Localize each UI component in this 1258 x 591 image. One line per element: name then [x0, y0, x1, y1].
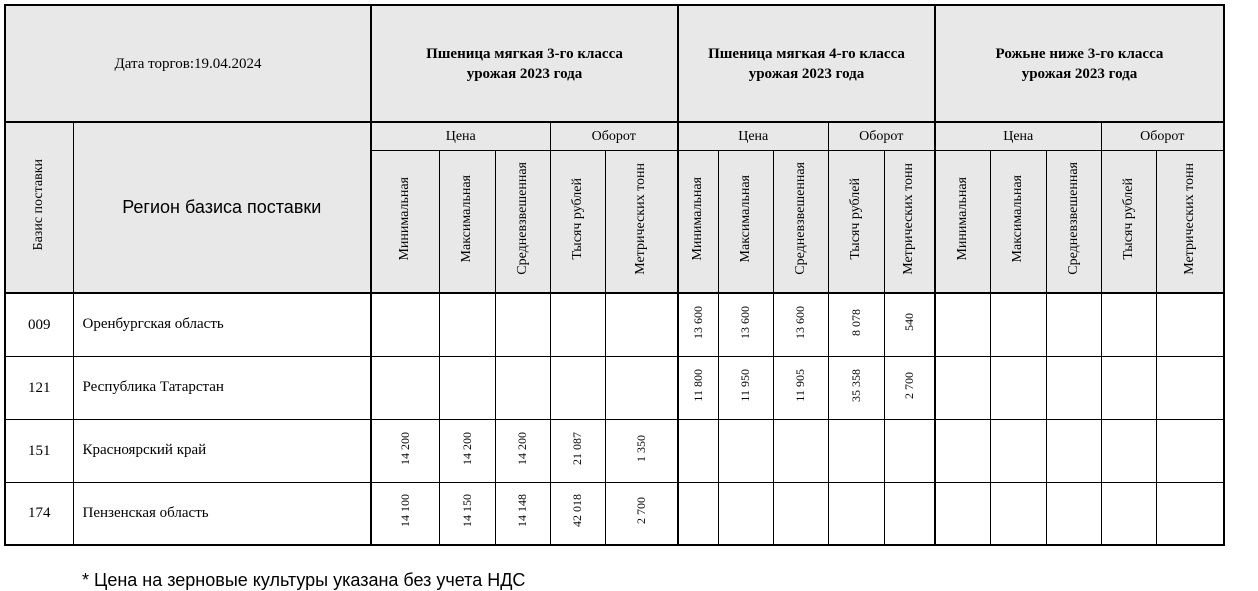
col-head-max-label: Максимальная: [737, 175, 753, 263]
col-head-min: [371, 150, 439, 293]
value-cell: [718, 419, 773, 482]
region-name: Республика Татарстан: [82, 379, 224, 395]
col-head-avg-label: Средневзвешенная: [1065, 162, 1081, 276]
product-2-name: Пшеница мягкая 4-го класса: [708, 45, 905, 62]
value-cell: [605, 482, 678, 545]
col-head-min: [935, 150, 990, 293]
col-head-max: [718, 150, 773, 293]
basis-code-cell: [5, 293, 73, 356]
value-cell: [1046, 356, 1101, 419]
value-cell: [371, 419, 439, 482]
value-cell: [935, 293, 990, 356]
col-head-min: [678, 150, 718, 293]
turnover-group-2-label: Оборот: [859, 129, 904, 145]
col-head-avg: [1046, 150, 1101, 293]
price-group-2-label: Цена: [738, 129, 769, 145]
turnover-group-1-label: Оборот: [591, 129, 636, 145]
value-cell: [495, 356, 550, 419]
trade-date: Дата торгов:19.04.2024: [114, 55, 262, 72]
table-row: [5, 293, 1224, 356]
region-name: Пензенская область: [82, 504, 209, 521]
value-cell: [678, 293, 718, 356]
value-cell: [1156, 482, 1224, 545]
p2-rub-value: 8 078: [848, 308, 863, 336]
p2-max-value: 13 600: [738, 305, 752, 339]
p1-ton-value: 2 700: [633, 497, 648, 525]
value-cell: [550, 293, 605, 356]
value-cell: [1156, 356, 1224, 419]
col-head-rub: [828, 150, 884, 293]
product-3-harvest: урожая 2023 года: [1021, 65, 1138, 82]
col-head-avg: [495, 150, 550, 293]
value-cell: [678, 419, 718, 482]
turnover-group-1: [550, 122, 678, 150]
value-cell: [884, 419, 935, 482]
value-cell: [678, 356, 718, 419]
region-cell: [73, 482, 371, 545]
p2-avg-value: 11 905: [793, 368, 807, 402]
col-head-ton: [1156, 150, 1224, 293]
value-cell: [884, 482, 935, 545]
value-cell: [828, 419, 884, 482]
basis-header: [5, 122, 73, 293]
value-cell: [371, 482, 439, 545]
product-3-name: Рожьне ниже 3-го класса: [995, 45, 1164, 62]
basis-code-cell: [5, 356, 73, 419]
basis-code-cell: [5, 482, 73, 545]
value-cell: [935, 356, 990, 419]
table-row: [5, 482, 1224, 545]
p2-ton-value: 2 700: [901, 371, 916, 399]
col-head-max-label: Максимальная: [459, 175, 474, 263]
value-cell: [990, 356, 1046, 419]
p2-min-value: 13 600: [690, 305, 705, 339]
price-group-2: [678, 122, 828, 150]
turnover-group-2: [828, 122, 935, 150]
value-cell: [828, 356, 884, 419]
p1-rub-value: 42 018: [570, 494, 584, 528]
trade-date-cell: [5, 5, 371, 122]
product-header-3: [935, 5, 1224, 122]
value-cell: [884, 356, 935, 419]
value-cell: [990, 419, 1046, 482]
product-header-1: [371, 5, 678, 122]
region-cell: [73, 356, 371, 419]
trading-results-table: [4, 4, 1225, 546]
value-cell: [828, 293, 884, 356]
col-head-ton: [884, 150, 935, 293]
value-cell: [439, 356, 495, 419]
value-cell: [605, 293, 678, 356]
p1-avg-value: 14 148: [515, 494, 529, 528]
col-head-ton-label: Метрических тонн: [901, 162, 917, 275]
region-cell: [73, 293, 371, 356]
p1-max-value: 14 150: [459, 494, 474, 528]
col-head-rub-label: Тысяч рублей: [569, 177, 585, 260]
p1-rub-value: 21 087: [570, 431, 584, 465]
value-cell: [605, 356, 678, 419]
value-cell: [990, 293, 1046, 356]
value-cell: [550, 482, 605, 545]
col-head-min-label: Минимальная: [690, 176, 706, 261]
value-cell: [1101, 419, 1156, 482]
value-cell: [1046, 482, 1101, 545]
value-cell: [935, 419, 990, 482]
value-cell: [439, 482, 495, 545]
value-cell: [1046, 419, 1101, 482]
region-name: Красноярский край: [82, 442, 207, 458]
value-cell: [718, 293, 773, 356]
p1-ton-value: 1 350: [633, 434, 648, 462]
col-head-ton: [605, 150, 678, 293]
region-header-label: Регион базиса поставки: [122, 197, 322, 217]
product-1-name: Пшеница мягкая 3-го класса: [426, 45, 623, 62]
col-head-max-label: Максимальная: [1010, 175, 1025, 263]
value-cell: [550, 419, 605, 482]
p2-min-value: 11 800: [690, 368, 705, 402]
value-cell: [1101, 482, 1156, 545]
value-cell: [773, 419, 828, 482]
p1-min-value: 14 100: [397, 494, 412, 528]
product-1-harvest: урожая 2023 года: [466, 65, 583, 82]
p1-max-value: 14 200: [459, 431, 474, 465]
basis-code: 174: [28, 505, 51, 522]
turnover-group-3: [1101, 122, 1224, 150]
value-cell: [935, 482, 990, 545]
value-cell: [439, 419, 495, 482]
basis-code: 121: [28, 379, 51, 396]
col-head-avg-label: Средневзвешенная: [792, 162, 808, 276]
value-cell: [678, 482, 718, 545]
value-cell: [718, 356, 773, 419]
value-cell: [773, 356, 828, 419]
value-cell: [773, 482, 828, 545]
value-cell: [1101, 356, 1156, 419]
col-head-ton-label: Метрических тонн: [1181, 162, 1197, 275]
col-head-max: [439, 150, 495, 293]
turnover-group-3-label: Оборот: [1140, 129, 1185, 145]
value-cell: [495, 419, 550, 482]
p1-min-value: 14 200: [397, 431, 412, 465]
col-head-avg: [773, 150, 828, 293]
region-cell: [73, 419, 371, 482]
p1-avg-value: 14 200: [515, 431, 529, 465]
value-cell: [1046, 293, 1101, 356]
value-cell: [1156, 419, 1224, 482]
value-cell: [1156, 293, 1224, 356]
table-row: [5, 356, 1224, 419]
value-cell: [990, 482, 1046, 545]
value-cell: [495, 293, 550, 356]
value-cell: [828, 482, 884, 545]
value-cell: [439, 293, 495, 356]
vat-footnote: * Цена на зерновые культуры указана без учета НДС: [82, 570, 526, 590]
price-group-3: [935, 122, 1101, 150]
p2-ton-value: 540: [901, 313, 916, 332]
value-cell: [1101, 293, 1156, 356]
table-row: [5, 419, 1224, 482]
basis-code: 009: [28, 316, 51, 333]
col-head-max: [990, 150, 1046, 293]
value-cell: [605, 419, 678, 482]
col-head-ton-label: Метрических тонн: [633, 162, 649, 275]
p2-rub-value: 35 358: [848, 368, 863, 402]
col-head-rub-label: Тысяч рублей: [1120, 177, 1136, 260]
product-2-harvest: урожая 2023 года: [748, 65, 865, 82]
col-head-rub: [550, 150, 605, 293]
value-cell: [495, 482, 550, 545]
price-group-1-label: Цена: [445, 129, 476, 145]
p2-max-value: 11 950: [738, 368, 752, 402]
value-cell: [371, 356, 439, 419]
value-cell: [371, 293, 439, 356]
value-cell: [773, 293, 828, 356]
col-head-min-label: Минимальная: [397, 176, 413, 261]
p2-avg-value: 13 600: [793, 305, 807, 339]
basis-code-cell: [5, 419, 73, 482]
region-header: [73, 122, 371, 293]
basis-code: 151: [28, 442, 51, 459]
region-name: Оренбургская область: [82, 316, 224, 333]
col-head-min-label: Минимальная: [954, 176, 970, 261]
value-cell: [884, 293, 935, 356]
col-head-avg-label: Средневзвешенная: [514, 162, 530, 276]
price-group-1: [371, 122, 550, 150]
product-header-2: [678, 5, 935, 122]
col-head-rub: [1101, 150, 1156, 293]
price-group-3-label: Цена: [1003, 129, 1034, 145]
value-cell: [718, 482, 773, 545]
basis-header-label: Базис поставки: [31, 159, 47, 251]
value-cell: [550, 356, 605, 419]
col-head-rub-label: Тысяч рублей: [848, 177, 863, 260]
